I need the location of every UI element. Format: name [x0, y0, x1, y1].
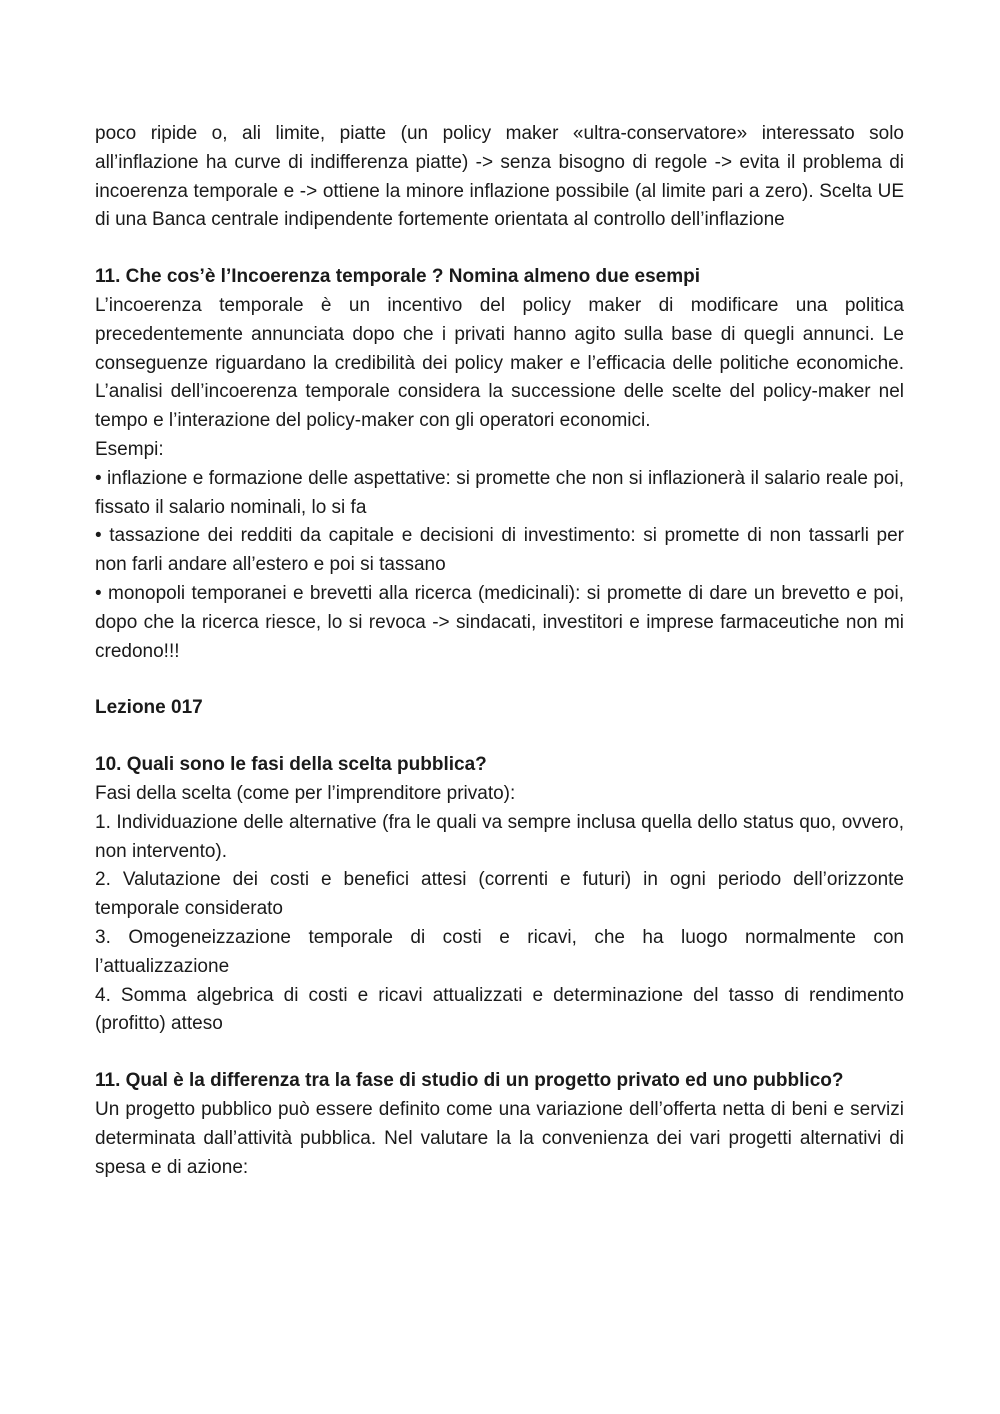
example-item: • monopoli temporanei e brevetti alla ricerca (medicinali): si promette di dare un brevetto e poi, dopo che la ricerca riesce, lo si revoca -> sindacati, investitori e imprese farmaceutiche non mi credono!!! — [95, 582, 904, 662]
question-10-heading: 10. Quali sono le fasi della scelta pubblica? — [95, 754, 487, 776]
question-10-intro: Fasi della scelta (come per l’imprenditore privato): — [95, 782, 516, 804]
question-11-project-heading: 11. Qual è la differenza tra la fase di studio di un progetto privato ed uno pubblico? — [95, 1070, 844, 1092]
lesson-heading: Lezione 017 — [95, 697, 203, 719]
phase-item: 1. Individuazione delle alternative (fra le quali va sempre inclusa quella dello status quo, ovvero, non intervento). — [95, 811, 904, 862]
phase-item: 4. Somma algebrica di costi e ricavi attualizzati e determinazione del tasso di rendimento (profitto) atteso — [95, 984, 904, 1035]
example-item: • tassazione dei redditi da capitale e decisioni di investimento: si promette di non tassarli per non farli andare all’estero e poi si tassano — [95, 525, 904, 576]
intro-paragraph: poco ripide o, ali limite, piatte (un policy maker «ultra-conservatore» interessato solo all’inflazione ha curve di indifferenza piatte) -> senza bisogno di regole -> evita il problema di incoerenza temporale e -> ottiene la minore inflazione possibile (al limite pari a zero). Scelta UE di una Banca centrale indipendente fortemente orientata al controllo dell’inflazione — [95, 123, 904, 231]
phase-item: 3. Omogeneizzazione temporale di costi e ricavi, che ha luogo normalmente con l’attualizzazione — [95, 926, 904, 977]
question-11-project-body: Un progetto pubblico può essere definito come una variazione dell’offerta netta di beni e servizi determinata dall’attività pubblica. Nel valutare la la convenienza dei vari progetti alternativi di spesa e di azione: — [95, 1098, 904, 1178]
question-11-time-inconsistency-heading: 11. Che cos’è l’Incoerenza temporale ? Nomina almeno due esempi — [95, 266, 701, 288]
phase-item: 2. Valutazione dei costi e benefici attesi (correnti e futuri) in ogni periodo dell’orizzonte temporale considerato — [95, 869, 904, 920]
example-item: • inflazione e formazione delle aspettative: si promette che non si inflazionerà il salario reale poi, fissato il salario nominali, lo si fa — [95, 467, 904, 518]
question-11-time-inconsistency-body: L’incoerenza temporale è un incentivo del policy maker di modificare una politica precedentemente annunciata dopo che i privati hanno agito sulla base di quegli annunci. Le conseguenze riguardano la credibilità dei policy maker e l’efficacia delle politiche economiche. L’analisi dell’incoerenza temporale considera la successione delle scelte del policy-maker nel tempo e l’interazione del policy-maker con gli operatori economici. — [95, 294, 904, 432]
examples-label: Esempi: — [95, 438, 164, 460]
document-page — [95, 120, 904, 1182]
